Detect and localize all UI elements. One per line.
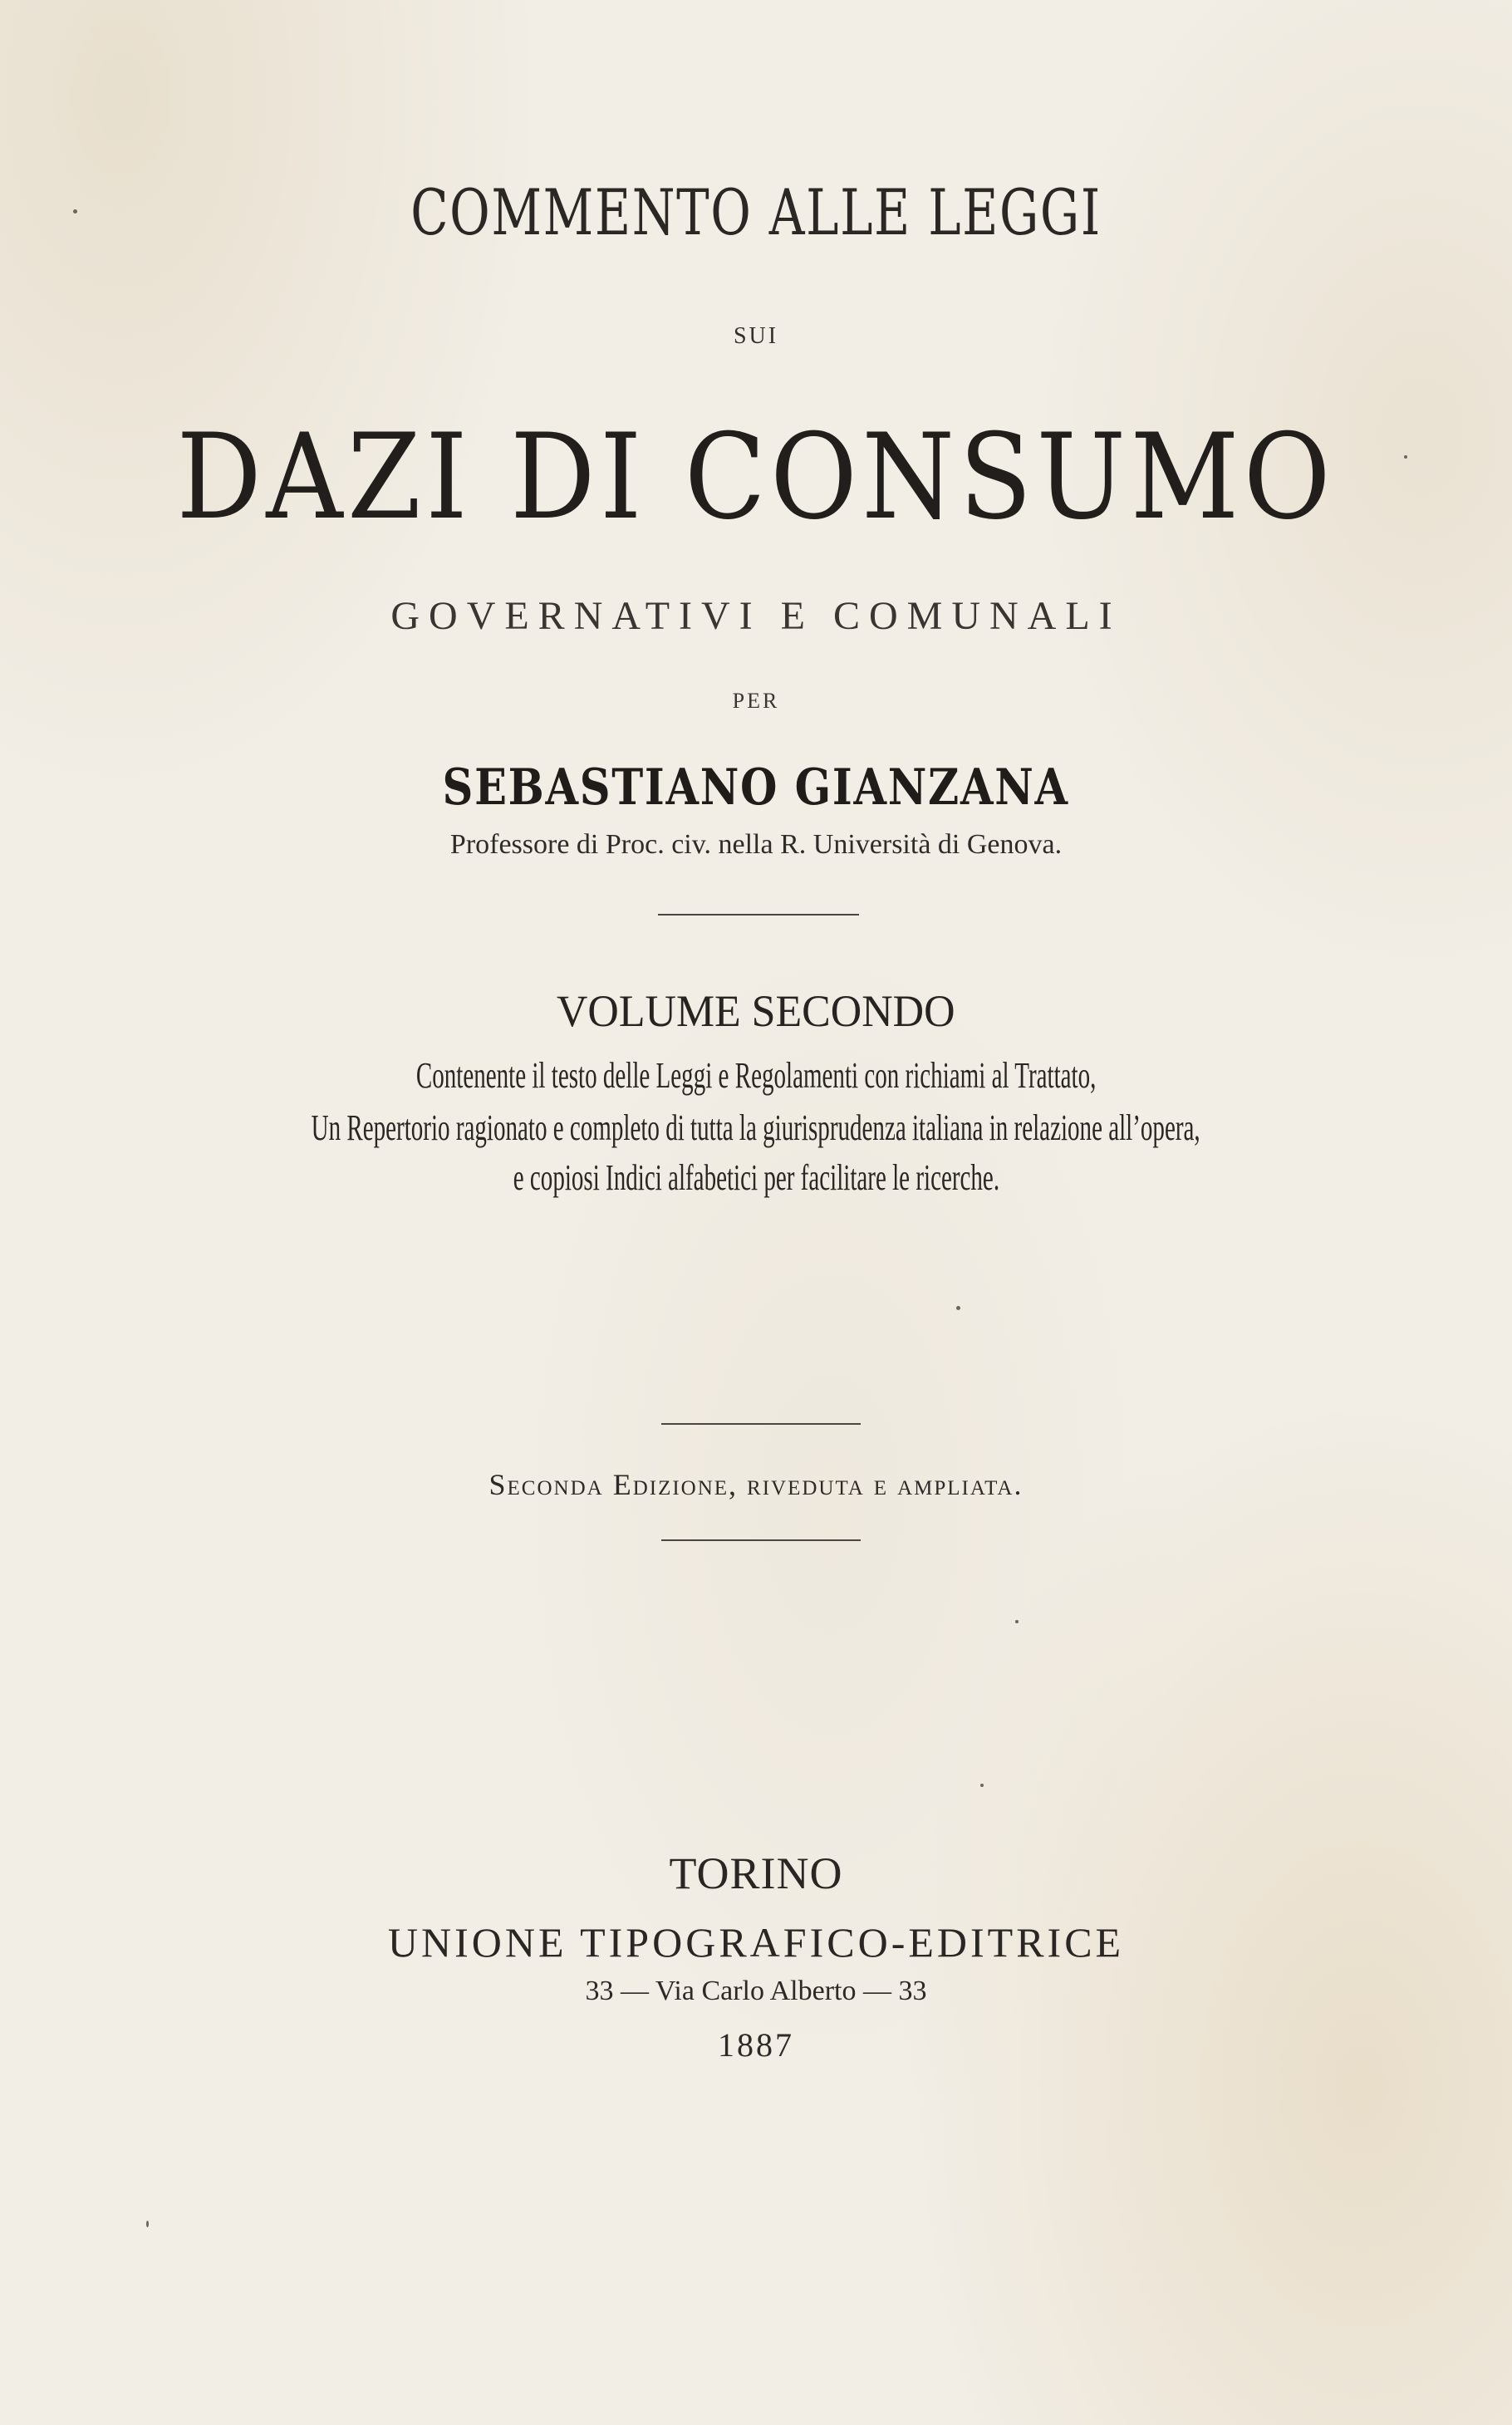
description-text-1: Contenente il testo delle Leggi e Regolamenti con richiami al Trattato, (415, 1055, 1097, 1096)
heading-top-line (0, 175, 1512, 249)
imprint-publisher: UNIONE TIPOGRAFICO-EDITRICE (387, 1919, 1125, 1966)
description-line-3 (0, 1157, 1512, 1198)
imprint-year: 1887 (718, 2026, 794, 2064)
paper-speck (1015, 1620, 1019, 1623)
author-role: Professore di Proc. civ. nella R. Università di Genova. (449, 829, 1063, 860)
imprint-year-line (0, 2026, 1512, 2064)
heading-sui-line (0, 325, 1512, 348)
description-line-2 (0, 1107, 1512, 1148)
description-text-2: Un Repertorio ragionato e completo di tutta la giurisprudenza italiana in relazione all’opera, (311, 1107, 1201, 1148)
paper-speck (980, 1784, 984, 1787)
author-line (0, 758, 1512, 817)
imprint-publisher-line (0, 1919, 1512, 1966)
imprint-address: 33 — Via Carlo Alberto — 33 (585, 1976, 927, 2006)
heading-top: COMMENTO ALLE LEGGI (410, 175, 1102, 249)
divider-rule-1 (658, 914, 859, 916)
paper-speck (1404, 455, 1407, 459)
main-title-line (0, 409, 1512, 546)
imprint-city: TORINO (669, 1848, 843, 1898)
edition-line (0, 1470, 1512, 1500)
paper-speck (73, 209, 77, 214)
per-line (0, 690, 1512, 712)
author-role-line (0, 831, 1512, 859)
description-line-1 (0, 1055, 1512, 1096)
description-text-3: e copiosi Indici alfabetici per facilitare le ricerche. (513, 1157, 999, 1198)
paper-speck (146, 2221, 149, 2227)
author-name: SEBASTIANO GIANZANA (442, 758, 1070, 817)
volume-label: VOLUME SECONDO (557, 986, 955, 1036)
subtitle-line (0, 596, 1512, 636)
main-title: DAZI DI CONSUMO (176, 409, 1336, 546)
per-label: PER (732, 689, 780, 713)
paper-speck (956, 1306, 960, 1310)
edition-text: Seconda Edizione, riveduta e ampliata. (488, 1468, 1024, 1501)
subtitle: GOVERNATIVI E COMUNALI (390, 594, 1122, 638)
imprint-address-line (0, 1977, 1512, 2005)
divider-rule-3 (661, 1539, 861, 1541)
imprint-city-line (0, 1848, 1512, 1898)
heading-sui: SUI (733, 323, 779, 349)
volume-line (0, 986, 1512, 1036)
divider-rule-2 (661, 1423, 861, 1425)
